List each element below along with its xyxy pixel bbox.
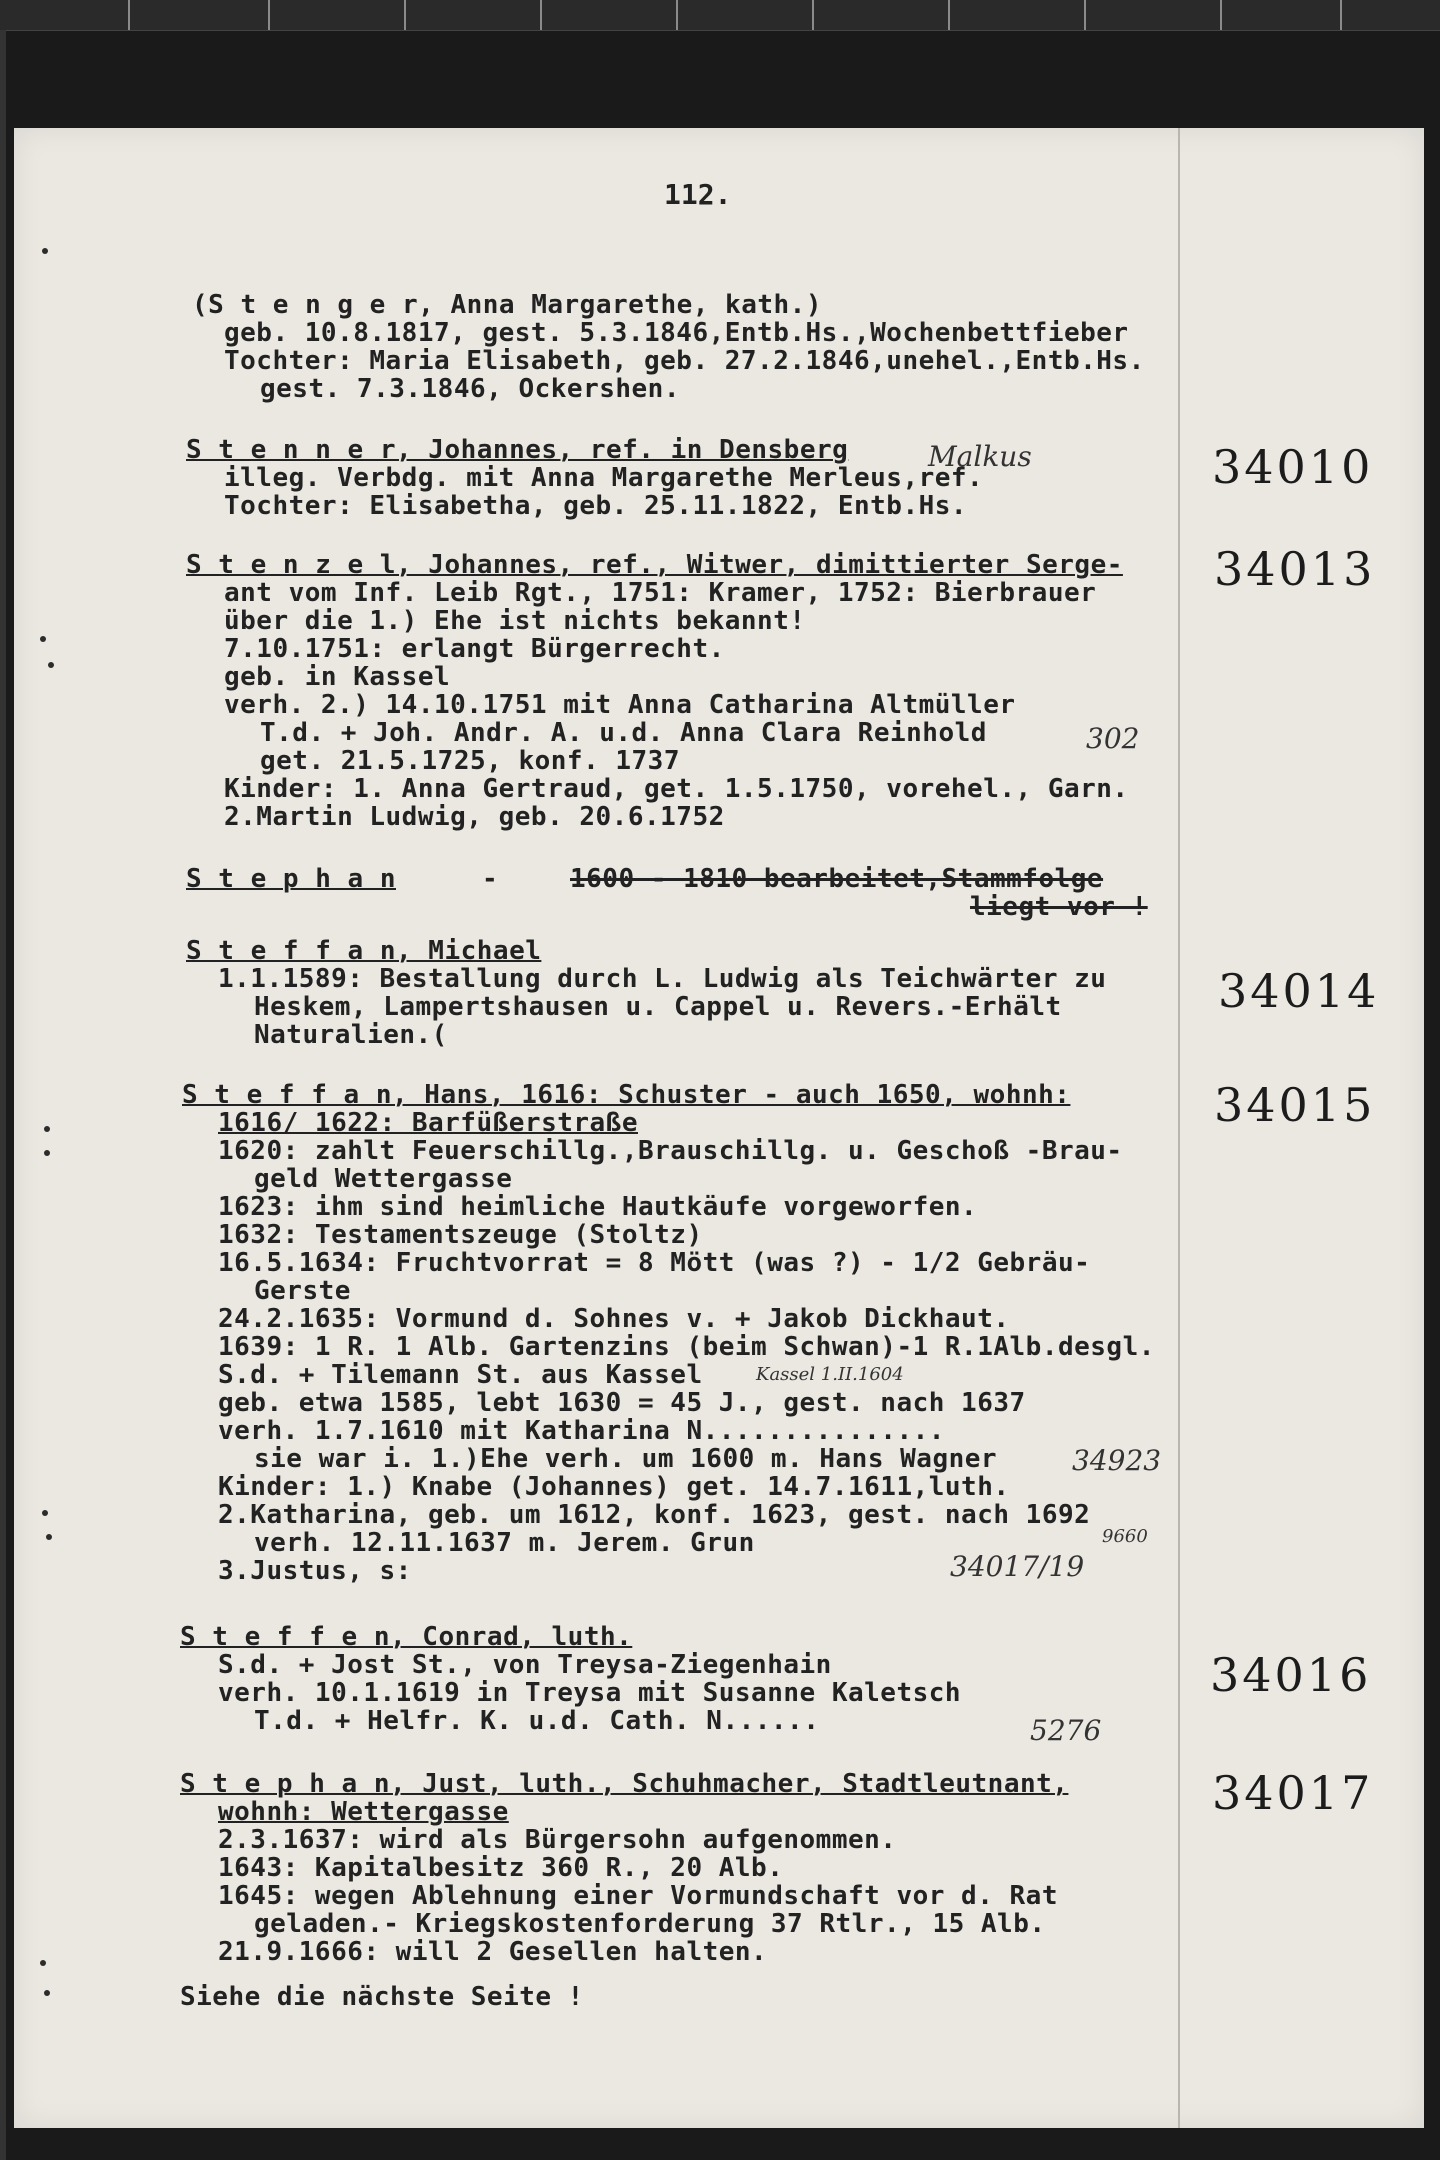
handwritten-note: 302 bbox=[1086, 722, 1140, 755]
film-tick bbox=[404, 0, 406, 30]
entry-steffan-michael-heading: S t e f f a n, Michael bbox=[186, 936, 542, 966]
struck-note: 1600 - 1810 bearbeitet,Stammfolge bbox=[570, 864, 1104, 894]
entry-line: Tochter: Maria Elisabeth, geb. 27.2.1846,unehel.,Entb.Hs. bbox=[224, 346, 1145, 376]
page-number: 112. bbox=[664, 178, 732, 211]
signature-number: 34014 bbox=[1218, 964, 1380, 1018]
handwritten-note: 34923 bbox=[1072, 1444, 1162, 1477]
entry-line: 2.Martin Ludwig, geb. 20.6.1752 bbox=[224, 802, 725, 832]
entry-line: 1639: 1 R. 1 Alb. Gartenzins (beim Schwan)-1 R.1Alb.desgl. bbox=[218, 1332, 1155, 1362]
entry-line: Kinder: 1. Anna Gertraud, get. 1.5.1750, vorehel., Garn. bbox=[224, 774, 1129, 804]
film-tick bbox=[948, 0, 950, 30]
entry-line: wohnh: Wettergasse bbox=[218, 1797, 509, 1827]
punch-hole bbox=[42, 248, 48, 254]
entry-line: verh. 2.) 14.10.1751 mit Anna Catharina Altmüller bbox=[224, 690, 1016, 720]
entry-line: verh. 1.7.1610 mit Katharina N............... bbox=[218, 1416, 945, 1446]
entry-steffen-conrad-heading: S t e f f e n, Conrad, luth. bbox=[180, 1622, 633, 1652]
punch-hole bbox=[42, 1510, 48, 1516]
entry-stephan-heading: S t e p h a n bbox=[186, 864, 396, 894]
punch-hole bbox=[44, 1126, 50, 1132]
entry-line: Gerste bbox=[254, 1276, 351, 1306]
signature-number: 34017 bbox=[1212, 1766, 1374, 1820]
entry-line: 1616/ 1622: Barfüßerstraße bbox=[218, 1108, 638, 1138]
entry-stephan-just-heading: S t e p h a n, Just, luth., Schuhmacher, Stadtleutnant, bbox=[180, 1769, 1069, 1799]
entry-line: geld Wettergasse bbox=[254, 1164, 513, 1194]
document-page bbox=[14, 128, 1424, 2128]
entry-line: verh. 12.11.1637 m. Jerem. Grun bbox=[254, 1528, 755, 1558]
film-left-strip bbox=[0, 30, 6, 2160]
handwritten-note: 5276 bbox=[1030, 1714, 1102, 1747]
film-tick bbox=[128, 0, 130, 30]
handwritten-note: 34017/19 bbox=[950, 1550, 1085, 1583]
entry-line: 1.1.1589: Bestallung durch L. Ludwig als Teichwärter zu bbox=[218, 964, 1107, 994]
entry-line: 24.2.1635: Vormund d. Sohnes v. + Jakob Dickhaut. bbox=[218, 1304, 1010, 1334]
handwritten-note: Kassel 1.II.1604 bbox=[756, 1364, 904, 1385]
entry-line: 1632: Testamentszeuge (Stoltz) bbox=[218, 1220, 703, 1250]
entry-line: 2.3.1637: wird als Bürgersohn aufgenommen. bbox=[218, 1825, 897, 1855]
entry-line: ant vom Inf. Leib Rgt., 1751: Kramer, 1752: Bierbrauer bbox=[224, 578, 1097, 608]
punch-hole bbox=[40, 1960, 46, 1966]
entry-line: gest. 7.3.1846, Ockershen. bbox=[260, 374, 680, 404]
struck-note: liegt vor ! bbox=[970, 892, 1148, 922]
entry-line: über die 1.) Ehe ist nichts bekannt! bbox=[224, 606, 806, 636]
entry-line: 3.Justus, s: bbox=[218, 1556, 412, 1586]
entry-line: S.d. + Tilemann St. aus Kassel bbox=[218, 1360, 703, 1390]
entry-line: geb. 10.8.1817, gest. 5.3.1846,Entb.Hs.,Wochenbettfieber bbox=[224, 318, 1129, 348]
entry-stenger-heading: (S t e n g e r, Anna Margarethe, kath.) bbox=[192, 290, 822, 320]
entry-line: geb. in Kassel bbox=[224, 662, 451, 692]
entry-line: sie war i. 1.)Ehe verh. um 1600 m. Hans Wagner bbox=[254, 1444, 998, 1474]
signature-number: 34015 bbox=[1214, 1078, 1376, 1132]
entry-line: illeg. Verbdg. mit Anna Margarethe Merleus,ref. bbox=[224, 463, 984, 493]
entry-line: 1643: Kapitalbesitz 360 R., 20 Alb. bbox=[218, 1853, 784, 1883]
entry-line: T.d. + Joh. Andr. A. u.d. Anna Clara Reinhold bbox=[260, 718, 987, 748]
entry-line: geladen.- Kriegskostenforderung 37 Rtlr., 15 Alb. bbox=[254, 1909, 1046, 1939]
film-tick bbox=[1220, 0, 1222, 30]
entry-line: 16.5.1634: Fruchtvorrat = 8 Mött (was ?) - 1/2 Gebräu- bbox=[218, 1248, 1091, 1278]
punch-hole bbox=[48, 662, 54, 668]
entry-line: 7.10.1751: erlangt Bürgerrecht. bbox=[224, 634, 725, 664]
handwritten-note: Malkus bbox=[928, 440, 1032, 473]
dash-separator: - bbox=[482, 864, 499, 894]
film-tick bbox=[812, 0, 814, 30]
film-tick bbox=[1340, 0, 1342, 30]
entry-steffan-hans-heading: S t e f f a n, Hans, 1616: Schuster - auch 1650, wohnh: bbox=[182, 1080, 1071, 1110]
signature-number: 34010 bbox=[1212, 440, 1374, 494]
film-tick bbox=[1084, 0, 1086, 30]
signature-number: 34013 bbox=[1214, 542, 1376, 596]
entry-line: 1620: zahlt Feuerschillg.,Brauschillg. u. Geschoß -Brau- bbox=[218, 1136, 1123, 1166]
entry-line: verh. 10.1.1619 in Treysa mit Susanne Kaletsch bbox=[218, 1678, 962, 1708]
entry-line: Kinder: 1.) Knabe (Johannes) get. 14.7.1611,luth. bbox=[218, 1472, 1010, 1502]
entry-line: Tochter: Elisabetha, geb. 25.11.1822, Entb.Hs. bbox=[224, 491, 968, 521]
entry-stenner-heading: S t e n n e r, Johannes, ref. in Densberg bbox=[186, 435, 849, 465]
entry-stenzel-heading: S t e n z e l, Johannes, ref., Witwer, dimittierter Serge- bbox=[186, 550, 1123, 580]
entry-line: 2.Katharina, geb. um 1612, konf. 1623, gest. nach 1692 bbox=[218, 1500, 1091, 1530]
entry-line: 21.9.1666: will 2 Gesellen halten. bbox=[218, 1937, 768, 1967]
film-top-strip bbox=[0, 0, 1440, 31]
film-tick bbox=[268, 0, 270, 30]
entry-line: 1645: wegen Ablehnung einer Vormundschaft vor d. Rat bbox=[218, 1881, 1058, 1911]
punch-hole bbox=[46, 1534, 52, 1540]
entry-line: geb. etwa 1585, lebt 1630 = 45 J., gest. nach 1637 bbox=[218, 1388, 1026, 1418]
film-tick bbox=[540, 0, 542, 30]
handwritten-note: 9660 bbox=[1102, 1526, 1148, 1547]
margin-rule bbox=[1178, 128, 1180, 2128]
signature-number: 34016 bbox=[1210, 1648, 1372, 1702]
continuation-note: Siehe die nächste Seite ! bbox=[180, 1982, 584, 2012]
entry-line: S.d. + Jost St., von Treysa-Ziegenhain bbox=[218, 1650, 832, 1680]
punch-hole bbox=[44, 1990, 50, 1996]
film-tick bbox=[676, 0, 678, 30]
entry-line: T.d. + Helfr. K. u.d. Cath. N...... bbox=[254, 1706, 820, 1736]
entry-line: Heskem, Lampertshausen u. Cappel u. Revers.-Erhält bbox=[254, 992, 1062, 1022]
punch-hole bbox=[40, 636, 46, 642]
entry-line: Naturalien.( bbox=[254, 1020, 448, 1050]
punch-hole bbox=[44, 1150, 50, 1156]
entry-line: get. 21.5.1725, konf. 1737 bbox=[260, 746, 680, 776]
entry-line: 1623: ihm sind heimliche Hautkäufe vorgeworfen. bbox=[218, 1192, 978, 1222]
